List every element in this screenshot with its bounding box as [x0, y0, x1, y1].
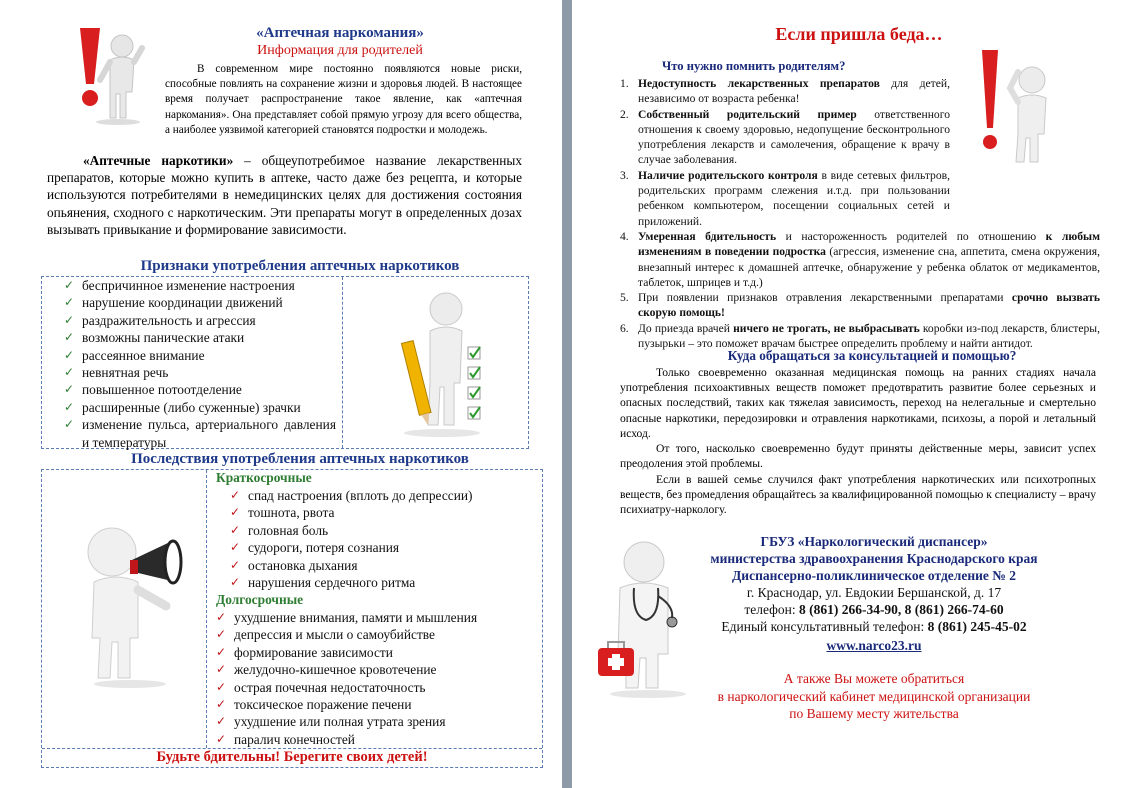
check-icon: ✓: [216, 731, 227, 746]
remember-item: 2. Собственный родительский пример ответственного отношения к своему здоровью, недопущение бесконтрольного употребления лекарств и самолечения, обращение к врачу в случае заболевания.: [620, 107, 950, 167]
check-icon: ✓: [216, 644, 227, 659]
consequences-heading: Последствия употребления аптечных наркотиков: [131, 451, 469, 467]
org-ministry: министерства здравоохранения Краснодарского края: [710, 551, 1038, 566]
list-item: ✓ желудочно-кишечное кровотечение: [216, 662, 437, 678]
check-icon: ✓: [216, 610, 227, 624]
remember-item: 3. Наличие родительского контроля в виде сетевых фильтров, родительских программ слежения и.т.д. при пользовании ребенком компьютером, посещении социальных сетей и приложений.: [620, 168, 950, 228]
check-icon: ✓: [230, 488, 241, 502]
definition-paragraph: «Аптечные наркотики» – общеупотребимое название лекарственных препаратов, которые можно купить в аптеке, часто даже без рецепта, и которые используются потребителями в немедицинских целях для достижения состояния опьянения, сходного с наркотическим. Эти препараты могут в определенных дозах вызывать привыкание и формирование зависимости.: [47, 153, 522, 237]
org-hotline: Единый консультативный телефон: 8 (861) 245-45-02: [721, 619, 1027, 634]
check-icon: ✓: [64, 347, 75, 362]
list-item: ✓ раздражительность и агрессия: [64, 312, 256, 328]
list-item: ✓ нарушение координации движений: [64, 295, 283, 311]
check-icon: ✓: [64, 399, 75, 414]
check-icon: ✓: [216, 679, 227, 694]
list-item: ✓ рассеянное внимание: [64, 347, 205, 363]
list-item: ✓ изменение пульса, артериального давления и температуры: [64, 417, 336, 450]
org-department: Диспансерно-поликлиническое отделение № 2: [732, 568, 1016, 583]
check-icon: ✓: [64, 312, 75, 327]
check-icon: ✓: [230, 522, 241, 537]
list-item: ✓ беспричинное изменение настроения: [64, 278, 295, 293]
list-item: ✓ судороги, потеря сознания: [230, 540, 400, 556]
check-icon: ✓: [230, 575, 241, 590]
list-item: ✓ расширенные (либо суженные) зрачки: [64, 399, 301, 415]
pencil-figure: [382, 287, 492, 439]
list-item: ✓ ухудшение внимания, памяти и мышления: [216, 610, 478, 625]
exclamation-figure: [70, 22, 148, 126]
consequences-box: [41, 469, 543, 768]
website-link[interactable]: www.narco23.ru: [826, 638, 922, 653]
list-item: ✓ головная боль: [230, 522, 329, 538]
check-icon: ✓: [64, 382, 75, 397]
signs-heading: Признаки употребления аптечных наркотиков: [140, 258, 460, 274]
list-item: ✓ остановка дыхания: [230, 557, 358, 573]
check-icon: ✓: [64, 365, 75, 380]
remember-item: 1. Недоступность лекарственных препаратов для детей, независимо от возраста ребенка!: [620, 77, 950, 106]
also-line-2: в наркологический кабинет медицинской организации: [717, 689, 1031, 704]
check-icon: ✓: [230, 505, 241, 520]
remember-item: 4. Умеренная бдительность и настороженность родителей по отношению к любым изменениям в поведении подростка (агрессия, изменение сна, аппетита, смена окружения, внезапный интерес к домашней аптечке, обнаружение у ребенка облаток от медикаментов, таблеток, шприцев и т.д.): [620, 229, 1100, 289]
paragraph-seek-help: Если в вашей семье случился факт употребления наркотических или психотропных веществ, без промедления обращайтесь за квалифицированной помощью к специалисту – врачу психиатру-наркологу.: [620, 473, 1096, 517]
intro-paragraph: В современном мире постоянно появляются новые риски, способные повлиять на сохранение жизни и здоровья людей. В настоящее время получает распространение такое явление, как «аптечная наркомания». Она представляет собой прямую угрозу для всего общества, а наиболее уязвимой категорией становятся подростки и молодежь.: [165, 63, 522, 136]
right-title: Если пришла беда…: [775, 24, 943, 44]
check-icon: ✓: [64, 278, 75, 292]
where-heading: Куда обращаться за консультацией и помощью?: [727, 348, 1017, 363]
also-line-1: А также Вы можете обратиться: [783, 671, 965, 686]
list-item: ✓ формирование зависимости: [216, 644, 393, 660]
list-item: ✓ токсическое поражение печени: [216, 697, 412, 713]
short-term-list: [230, 487, 535, 591]
list-item: ✓ нарушения сердечного ритма: [230, 575, 416, 591]
check-icon: ✓: [216, 714, 227, 729]
signs-box: [41, 276, 529, 449]
list-item: ✓ ухудшение или полная утрата зрения: [216, 714, 446, 730]
list-item: ✓ депрессия и мысли о самоубийстве: [216, 627, 435, 643]
check-icon: ✓: [64, 330, 75, 345]
list-item: ✓ паралич конечностей: [216, 731, 355, 747]
list-item: ✓ спад настроения (вплоть до депрессии): [230, 488, 473, 503]
long-term-label: Долгосрочные: [216, 592, 304, 607]
check-icon: ✓: [64, 417, 75, 432]
check-icon: ✓: [216, 627, 227, 642]
remember-heading: Что нужно помнить родителям?: [662, 59, 846, 73]
list-item: ✓ тошнота, рвота: [230, 505, 335, 521]
left-title: «Аптечная наркомания»: [256, 25, 424, 41]
left-subtitle: Информация для родителей: [257, 43, 423, 58]
left-page: [0, 0, 562, 788]
remember-item: 5. При появлении признаков отравления лекарственными препаратами срочно вызвать скорую помощь!: [620, 291, 1100, 320]
short-term-label: Краткосрочные: [216, 470, 312, 485]
remember-item: 6. До приезда врачей ничего не трогать, не выбрасывать коробки из-под лекарств, блистеры, пузырьки – это поможет врачам быстрее определить проблему и найти антидот.: [620, 321, 1100, 351]
list-item: ✓ повышенное потоотделение: [64, 382, 242, 398]
org-phone: телефон: 8 (861) 266-34-90, 8 (861) 266-74-60: [744, 602, 1004, 617]
paragraph-timely: От того, насколько своевременно будут приняты действенные меры, зависит успех преодоления этой проблемы.: [620, 442, 1096, 471]
paragraph-early-help: Только своевременно оказанная медицинская помощь на ранних стадиях начала употребления психоактивных веществ поможет предотвратить развитие более серьезных и опасных последствий, таких как тяжелая зависимость, переход на нелегальные и смертельно опасные наркотики, передозировки и отравления наркотиками, психозы, а порой и летальный исход.: [620, 366, 1096, 440]
check-icon: ✓: [64, 295, 75, 310]
check-icon: ✓: [216, 697, 227, 712]
check-icon: ✓: [230, 557, 241, 572]
check-icon: ✓: [216, 662, 227, 677]
right-page: [572, 0, 1146, 788]
list-item: ✓ возможны панические атаки: [64, 330, 245, 346]
list-item: ✓ острая почечная недостаточность: [216, 679, 426, 695]
also-line-3: по Вашему месту жительства: [789, 706, 959, 721]
signs-list: [64, 277, 336, 451]
long-term-list: [216, 609, 534, 748]
left-footer: Будьте бдительны! Берегите своих детей!: [156, 749, 428, 765]
list-item: ✓ невнятная речь: [64, 365, 169, 381]
org-address: г. Краснодар, ул. Евдокии Бершанской, д. 17: [746, 585, 1002, 600]
org-name: ГБУЗ «Наркологический диспансер»: [760, 534, 988, 549]
remember-list: [620, 76, 1100, 351]
check-icon: ✓: [230, 540, 241, 555]
megaphone-figure: [72, 520, 192, 690]
